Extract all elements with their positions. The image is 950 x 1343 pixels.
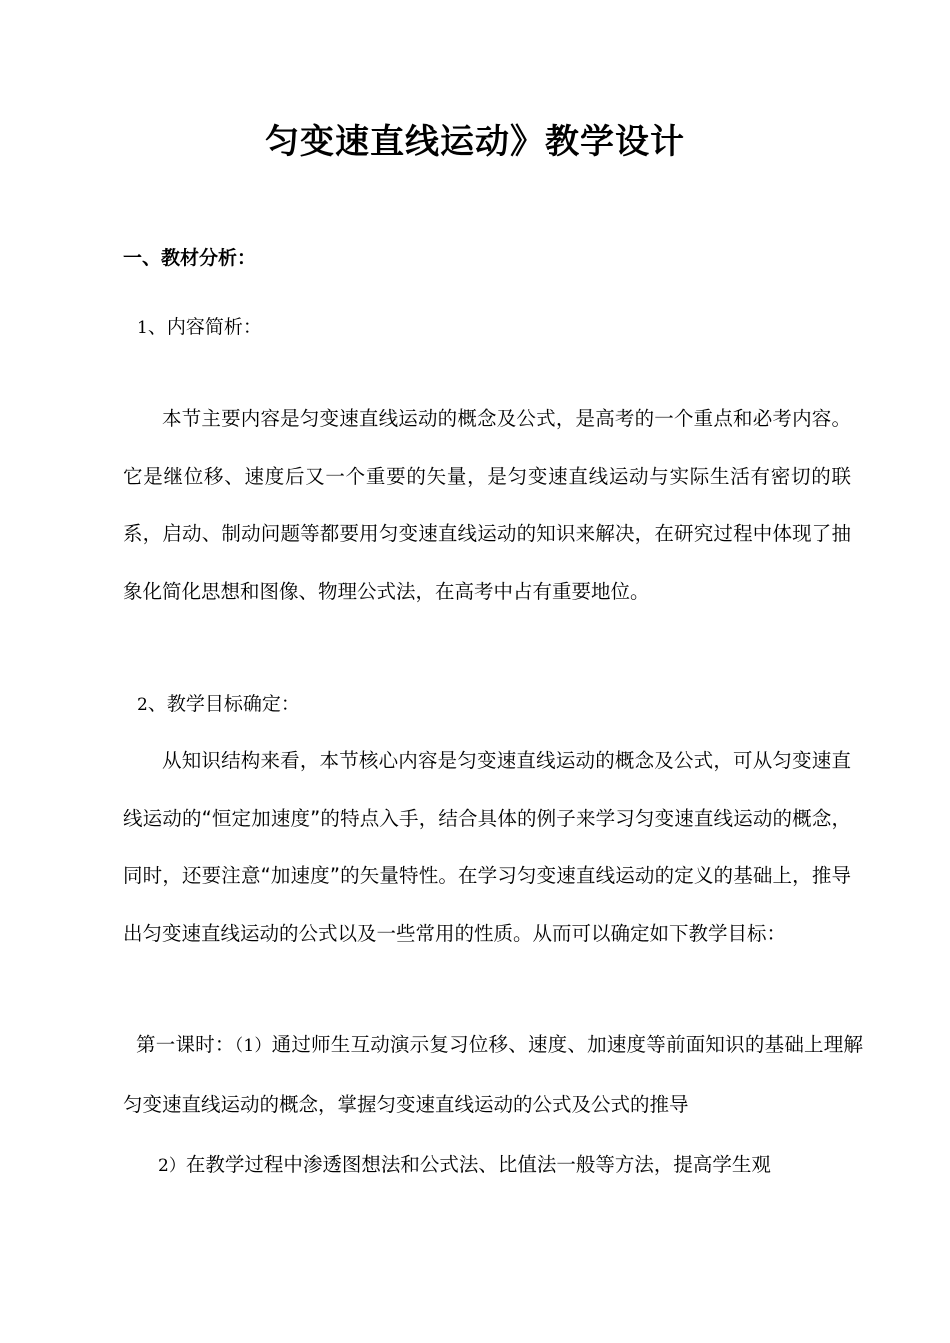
sub-heading-content-summary [137,312,262,343]
section-heading-analysis: 一、教材分析： [123,247,257,269]
paragraph-teaching-goals: 从知识结构来看，本节核心内容是匀变速直线运动的概念及公式，可从匀变速直线运动的“恒定加速度”的特点入手，结合具体的例子来学习匀变速直线运动的概念，同时，还要注意“加速度”的矢量特性。在学习匀变速直线运动的定义的基础上，推导出匀变速直线运动的公式以及一些常用的性质。从而可以确定如下教学目标： [123,749,851,945]
goal-number: （1） [234,1036,272,1056]
document-title: 匀变速直线运动》教学设计 [265,122,685,162]
goal-number: 2） [158,1156,186,1176]
paragraph-content-summary: 本节主要内容是匀变速直线运动的概念及公式，是高考的一个重点和必考内容。它是继位移、速度后又一个重要的矢量，是匀变速直线运动与实际生活有密切的联系，启动、制动问题等都要用匀变速直线运动的知识来解决，在研究过程中体现了抽象化简化思想和图像、物理公式法，在高考中占有重要地位。 [123,407,851,603]
goal-text: 通过师生互动演示复习位移、速度、加速度等前面知识的基础上理解匀变速直线运动的概念，掌握匀变速直线运动的公式及公式的推导 [123,1033,863,1116]
sub-heading-label: 、内容简析： [147,316,262,338]
goal-text: 在教学过程中渗透图想法和公式法、比值法一般等方法，提高学生观 [185,1153,771,1176]
paragraph-second-goal [158,1136,858,1196]
sub-heading-label: 、教学目标确定： [147,693,300,715]
sub-heading-number: 2 [137,695,148,715]
paragraph-first-lesson-goal [123,1016,863,1133]
goal-lead: 第一课时： [136,1033,235,1056]
sub-heading-number: 1 [137,318,148,338]
sub-heading-teaching-goals [137,689,300,720]
